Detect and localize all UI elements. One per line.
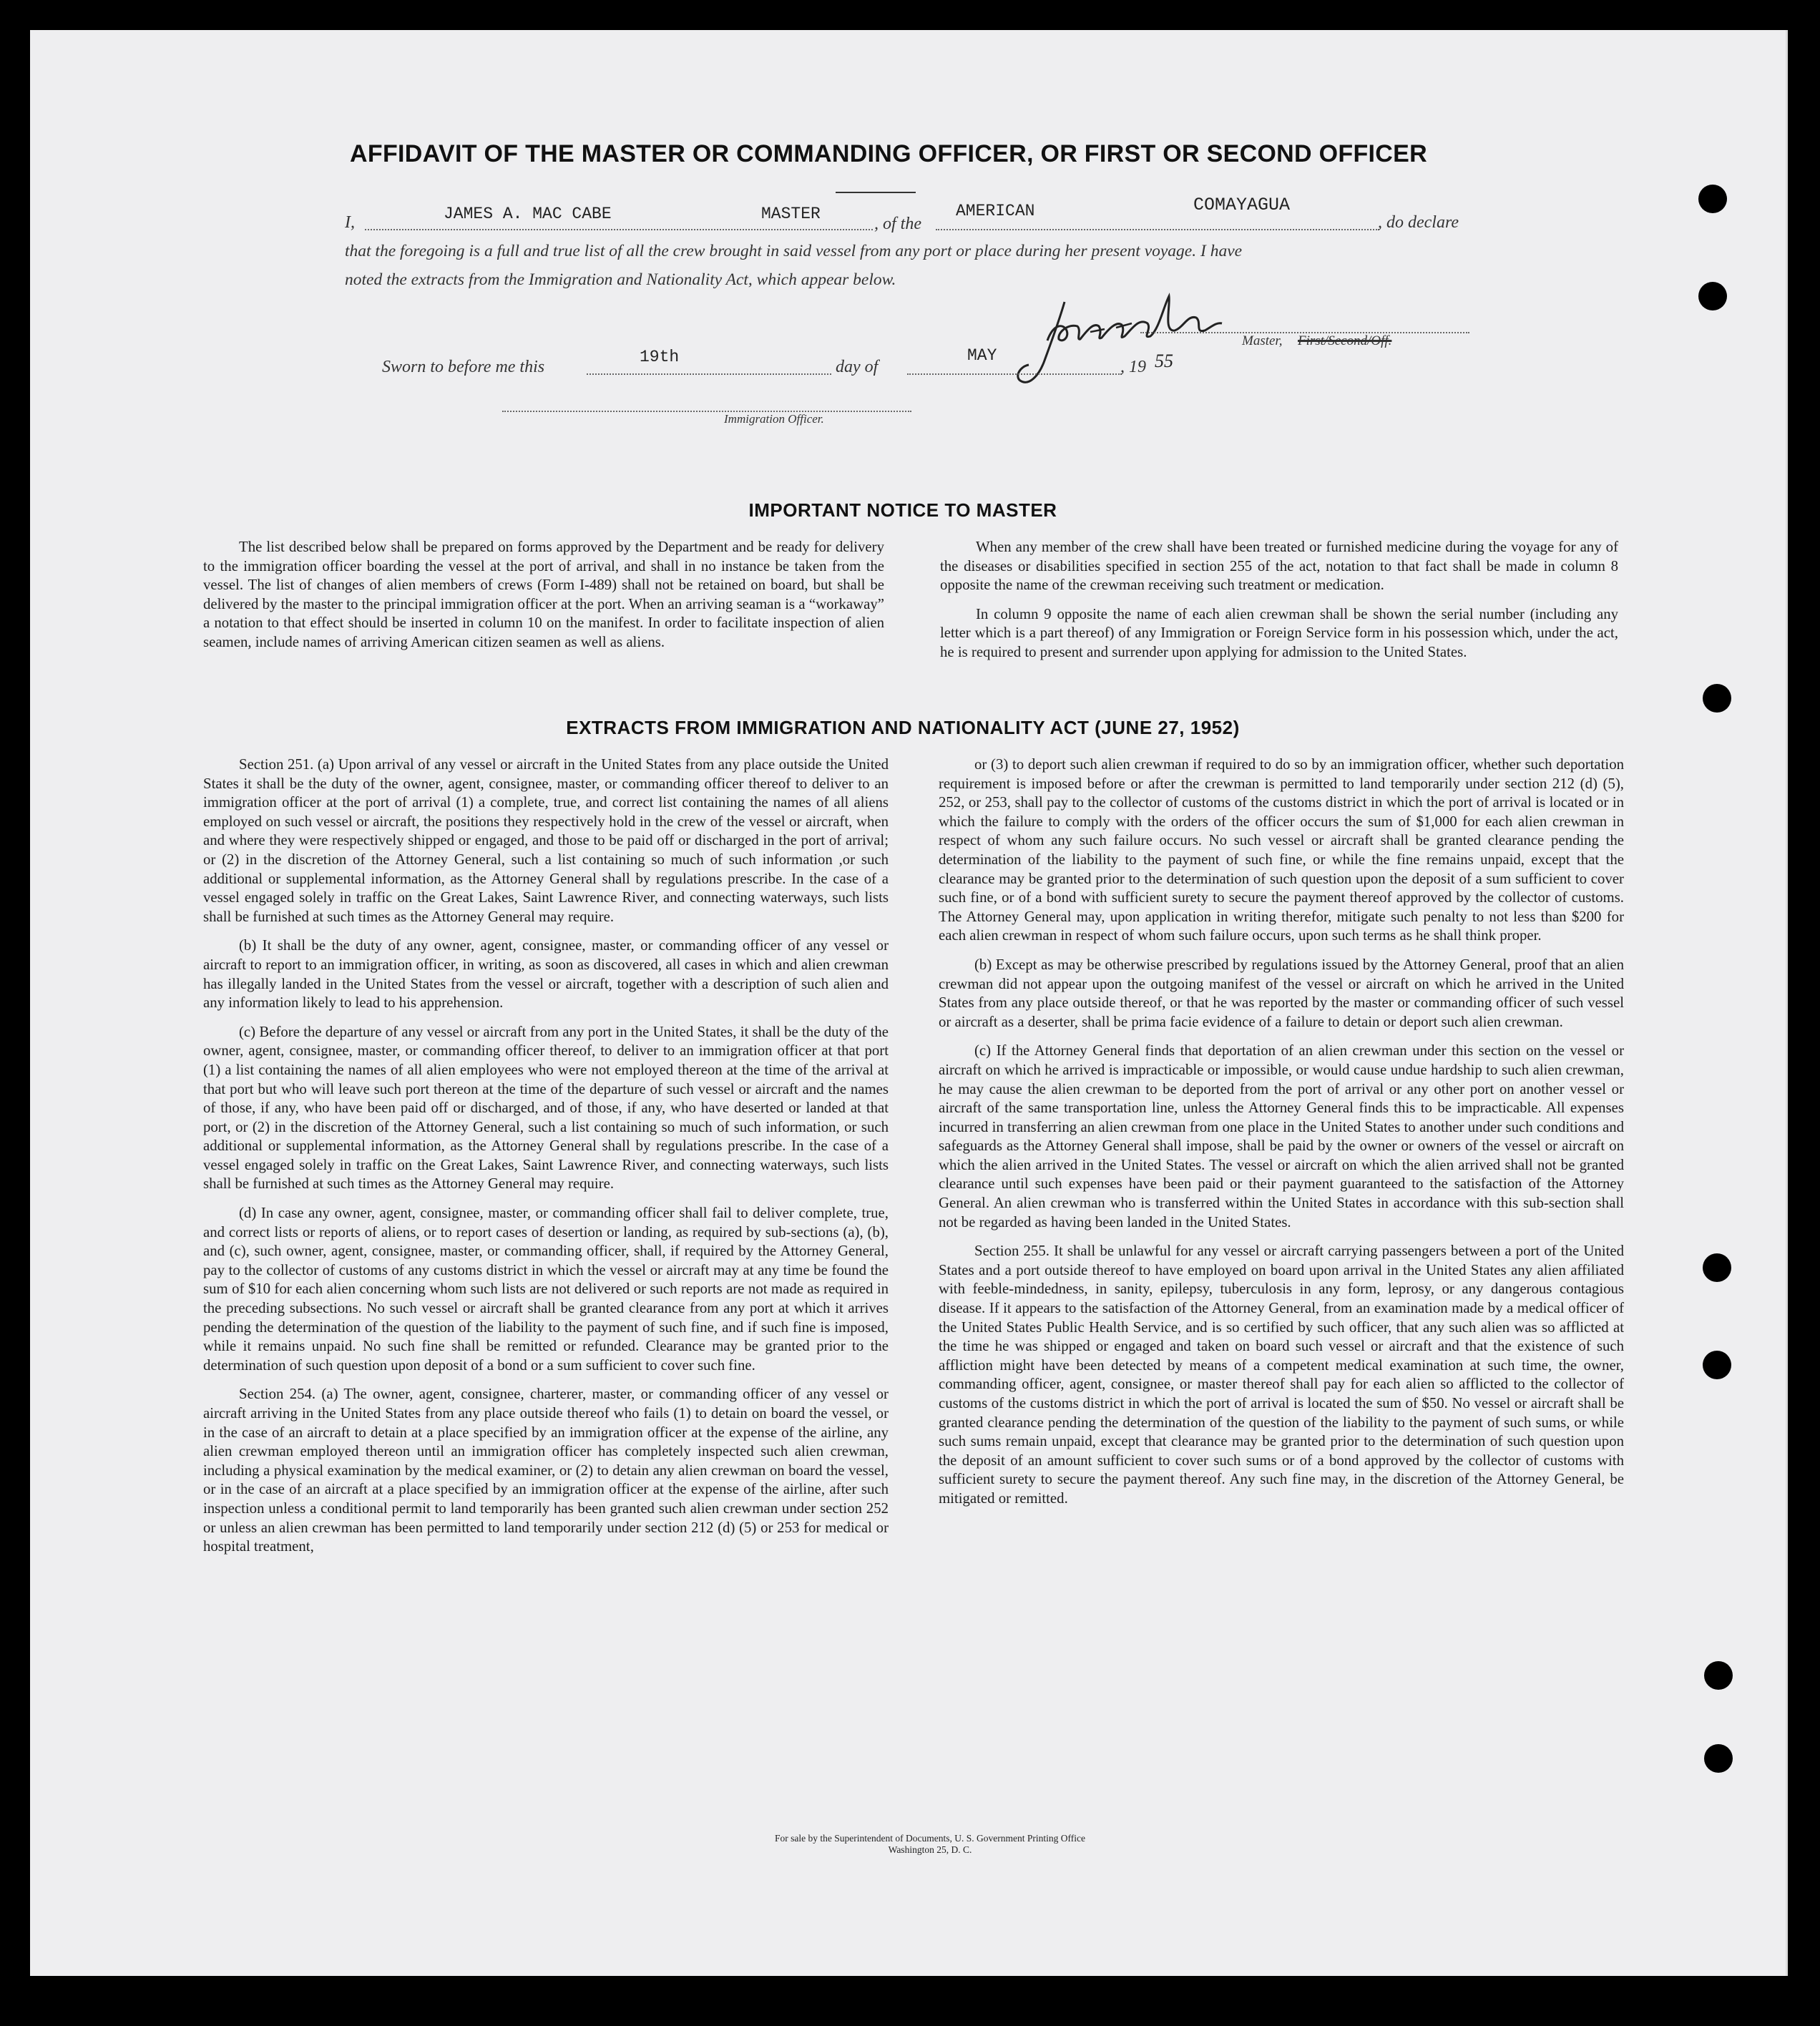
punch-hole bbox=[1704, 1661, 1733, 1690]
act-section-paragraph: (b) It shall be the duty of any owner, agent, consignee, master, or commanding officer of any vessel or aircraft to report to an immigration officer, in writing, as soon as discovered, all cases in which and alien crewman has illegally landed in the United States from the vessel or aircraft, together with a description of such alien and any information likely to lead to his apprehension. bbox=[203, 937, 889, 1012]
day-of-label: day of bbox=[836, 358, 879, 376]
vessel-field-line bbox=[936, 229, 1379, 230]
act-section-paragraph: Section 251. (a) Upon arrival of any vessel or aircraft in the United States from any place outside the United States it shall be the duty of the owner, agent, consignee, master, or commanding officer thereof to deliver to an immigration officer at the port of arrival (1) a complete, true, and correct list containing the names of all aliens employed on such vessel or aircraft, the positions they respectively hold in the crew of the vessel or aircraft, when and where they were respectively shipped or engaged, and those to be paid off or discharged in the port of arrival; or (2) in the discretion of the Attorney General, such a list containing so much of such information ,or such additional or supplemental information, as the Attorney General shall by regulations prescribe. In the case of a vessel engaged solely in traffic on the Great Lakes, Saint Lawrence River, and connecting waterways, such lists shall be furnished at such times as the Attorney General may require. bbox=[203, 756, 889, 925]
officer-signature-line bbox=[502, 411, 911, 412]
punch-hole bbox=[1698, 282, 1727, 310]
sworn-year: 55 bbox=[1155, 351, 1173, 371]
notice-paragraph: In column 9 opposite the name of each alien crewman shall be shown the serial number (including any letter which is a part thereof) of any Immigration or Foreign Service form in his possession which, under the act, he is required to present and surrender upon applying for admission to the United States. bbox=[940, 605, 1618, 660]
notice-left-column bbox=[203, 538, 884, 662]
affidavit-title: AFFIDAVIT OF THE MASTER OR COMMANDING OFFICER, OR FIRST OR SECOND OFFICER bbox=[350, 140, 1427, 167]
printing-office-footer bbox=[572, 1833, 1288, 1856]
act-section-paragraph: Section 255. It shall be unlawful for any vessel or aircraft carrying passengers between a port of the United States and a port outside thereof to have employed on board upon arrival in the United States any alien affiliated with feeble-mindedness, in sanity, epilepsy, tuberculosis in any form, leprosy, or any dangerous contagious disease. If it appears to the satisfaction of the Attorney General, from an examination made by a medical officer of the United States Public Health Service, and is so certified by such officer, that any such alien was so afflicted at the time he was shipped or engaged and taken on board such vessel or aircraft and that the existence of such affliction might have been detected by means of a competent medical examination at such time, the owner, commanding officer, agent, consignee, or master thereof shall pay for each alien so afflicted to the collector of customs of the customs district in which the port of arrival is located the sum of $50. No vessel or aircraft shall be granted clearance pending the determination of the question of the liability to the payment of such sums, or while such sums remain unpaid, except that clearance may be granted prior to the determination of such question upon the deposit of an amount sufficient to cover such sums or of a bond approved by the collector of customs with sufficient surety to secure the payment thereof. Any such fine may, in the discretion of the Attorney General, be mitigated or remitted. bbox=[939, 1243, 1624, 1507]
month-field-line bbox=[907, 373, 1122, 375]
punch-hole bbox=[1703, 684, 1731, 713]
punch-hole bbox=[1703, 1351, 1731, 1379]
nationality: AMERICAN bbox=[956, 202, 1035, 220]
act-section-paragraph: (c) If the Attorney General finds that deportation of an alien crewman under this section on the vessel or aircraft on which he arrived is impracticable or impossible, or would cause undue hardship to such alien crewman, he may cause the alien crewman to be deported from the port of arrival or any other port on another vessel or aircraft of the same transportation line, unless the Attorney General finds this to be impracticable. All expenses incurred in transferring an alien crewman from one place in the United States to another under such conditions and safeguards as the Attorney General shall impose, shall be paid by the owner or owners of the vessel or aircraft on which the alien arrived in the United States. The vessel or aircraft on which the alien arrived shall not be granted clearance until such expenses have been paid or their payment guaranteed to the satisfaction of the Attorney General. An alien crewman who is transferred within the United States in accordance with this sub-section shall not be regarded as having been landed in the United States. bbox=[939, 1042, 1624, 1230]
punch-hole bbox=[1703, 1253, 1731, 1282]
notice-paragraph: When any member of the crew shall have been treated or furnished medicine during the voyage for any of the diseases or disabilities specified in section 255 of the act, notation to that fact shall be made in column 8 opposite the name of the crewman receiving such treatment or medication. bbox=[940, 539, 1618, 594]
affidavit-line-3: noted the extracts from the Immigration and Nationality Act, which appear below. bbox=[345, 270, 896, 289]
affidavit-line-2: that the foregoing is a full and true list of all the crew brought in said vessel from any port or place during her present voyage. I have bbox=[345, 242, 1243, 260]
act-section-paragraph: (b) Except as may be otherwise prescribed by regulations issued by the Attorney General, proof that an alien crewman did not appear upon the outgoing manifest of the vessel or aircraft on which he arrived in the United States from any place outside thereof, or that he was reported by the master or commanding officer of such vessel or aircraft as a deserter, shall be prima facie evidence of a failure to detain or deport such alien crewman. bbox=[939, 956, 1624, 1030]
notice-paragraph: The list described below shall be prepared on forms approved by the Department and be ready for delivery to the immigration officer boarding the vessel at the port of arrival, and shall in no instance be taken from the vessel. The list of changes of alien members of crews (Form I-489) shall not be retained on board, but shall be delivered by the master to the principal immigration officer at the port. When an arriving seaman is a “workaway” a notation to that effect should be inserted in column 10 on the manifest. In order to facilitate inspection of alien seamen, include names of arriving American citizen seamen as well as aliens. bbox=[203, 539, 884, 650]
notice-right-column bbox=[940, 538, 1618, 672]
master-signature bbox=[1016, 286, 1273, 393]
footer-line-2: Washington 25, D. C. bbox=[888, 1844, 972, 1855]
sworn-month: MAY bbox=[967, 346, 997, 365]
act-section-paragraph: or (3) to deport such alien crewman if required to do so by an immigration officer, whether such deportation requirement is imposed before or after the crewman is permitted to land temporarily under section 212 (d) (5), 252, or 253, shall pay to the collector of customs of the customs district in which the port of arrival is located or in which the failure to comply with the orders of the officer occurs the sum of $1,000 for each alien crewman in respect of whom any such failure occurs. No such vessel or aircraft shall be granted clearance pending the determination of the liability to the payment of such fine, or while the fine remains unpaid, except that the clearance may be granted prior to the determination of such question upon the deposit of a sum sufficient to cover such fine, or of a bond with sufficient surety to secure the payment thereof approved by the collector of customs. The Attorney General may, upon application in writing therefor, mitigate such penalty to not less than $200 for each alien crewman in respect of whom such failure occurs, upon such terms as he shall think proper. bbox=[939, 756, 1624, 944]
name-field-line bbox=[365, 229, 873, 230]
master-rank: MASTER bbox=[761, 205, 821, 223]
of-the-label: , of the bbox=[874, 215, 921, 233]
vessel-name: COMAYAGUA bbox=[1193, 195, 1291, 215]
year-prefix: , 19 bbox=[1120, 358, 1146, 376]
sworn-label: Sworn to before me this bbox=[382, 358, 545, 376]
punch-hole bbox=[1704, 1744, 1733, 1773]
extracts-left-column bbox=[203, 755, 889, 1567]
title-divider bbox=[836, 192, 916, 193]
act-section-paragraph: Section 254. (a) The owner, agent, consignee, charterer, master, or commanding officer of any vessel or aircraft arriving in the United States from any place outside thereof who fails (1) to detain on board the vessel, or in the case of an aircraft to detain at a place specified by an immigration officer at the expense of the airline, any alien crewman employed thereon until an immigration officer has completely inspected such alien crewman, including a physical examination by the medical examiner, or (2) to detain any alien crewman on board the vessel, or in the case of an aircraft at a place specified by an immigration officer at the expense of the airline, after such inspection unless a conditional permit to land temporarily has been granted such alien crewman under section 252 or unless an alien crewman has been permitted to land temporarily under section 212 (d) (5) or 253 for medical or hospital treatment, bbox=[203, 1386, 889, 1555]
punch-hole bbox=[1698, 185, 1727, 213]
act-section-paragraph: (c) Before the departure of any vessel or aircraft from any port in the United States, it shall be the duty of the owner, agent, consignee, master, or commanding officer thereof, to deliver to an immigration officer at that port (1) a list containing the names of all alien employees who were not employed thereon at the time of the arrival at that port but who will leave such port thereon at the time of the departure of such vessel or aircraft and the names of those, if any, who have been paid off or discharged, and of those, if any, who have deserted or landed at that port, or (2) in the discretion of the Attorney General, such a list containing so much of such information, or such additional or supplemental information, as the Attorney General shall by regulations prescribe. In the case of a vessel engaged solely in traffic on the Great Lakes, Saint Lawrence River, and connecting waterways, such lists shall be furnished at such times as the Attorney General may require. bbox=[203, 1023, 889, 1193]
day-field-line bbox=[587, 373, 831, 375]
extracts-right-column bbox=[939, 755, 1624, 1519]
master-name: JAMES A. MAC CABE bbox=[444, 205, 612, 223]
extracts-heading: EXTRACTS FROM IMMIGRATION AND NATIONALITY ACT (JUNE 27, 1952) bbox=[566, 717, 1240, 738]
officer-label: Immigration Officer. bbox=[724, 412, 824, 426]
notice-heading: IMPORTANT NOTICE TO MASTER bbox=[748, 499, 1057, 521]
act-section-paragraph: (d) In case any owner, agent, consignee, master, or commanding officer shall fail to deliver complete, true, and correct lists or reports of aliens, or to report cases of desertion or landing, as required by sub-sections (a), (b), and (c), such owner, agent, consignee, master, or commanding officer, shall, if required by the Attorney General, pay to the collector of customs of any customs district in which the vessel or aircraft may at any time be found the sum of $10 for each alien concerning whom such lists are not delivered or such reports are not made as required in the preceding subsections. No such vessel or aircraft shall be granted clearance from any port at which it arrives pending the determination of the question of the liability to the payment of such fine, and if such fine is imposed, while it remains unpaid. No such fine shall be remitted or refunded. Clearance may be granted prior to the determination of such question upon deposit of a bond or a sum sufficient to cover such fine. bbox=[203, 1205, 889, 1374]
sworn-day: 19th bbox=[640, 348, 680, 366]
do-declare-label: , do declare bbox=[1378, 213, 1459, 232]
struck-officer-titles: First/Second/Off. bbox=[1298, 333, 1392, 348]
master-label: Master, bbox=[1242, 333, 1283, 348]
footer-line-1: For sale by the Superintendent of Documents, U. S. Government Printing Office bbox=[775, 1833, 1085, 1844]
affidavit-prefix: I, bbox=[345, 213, 355, 232]
